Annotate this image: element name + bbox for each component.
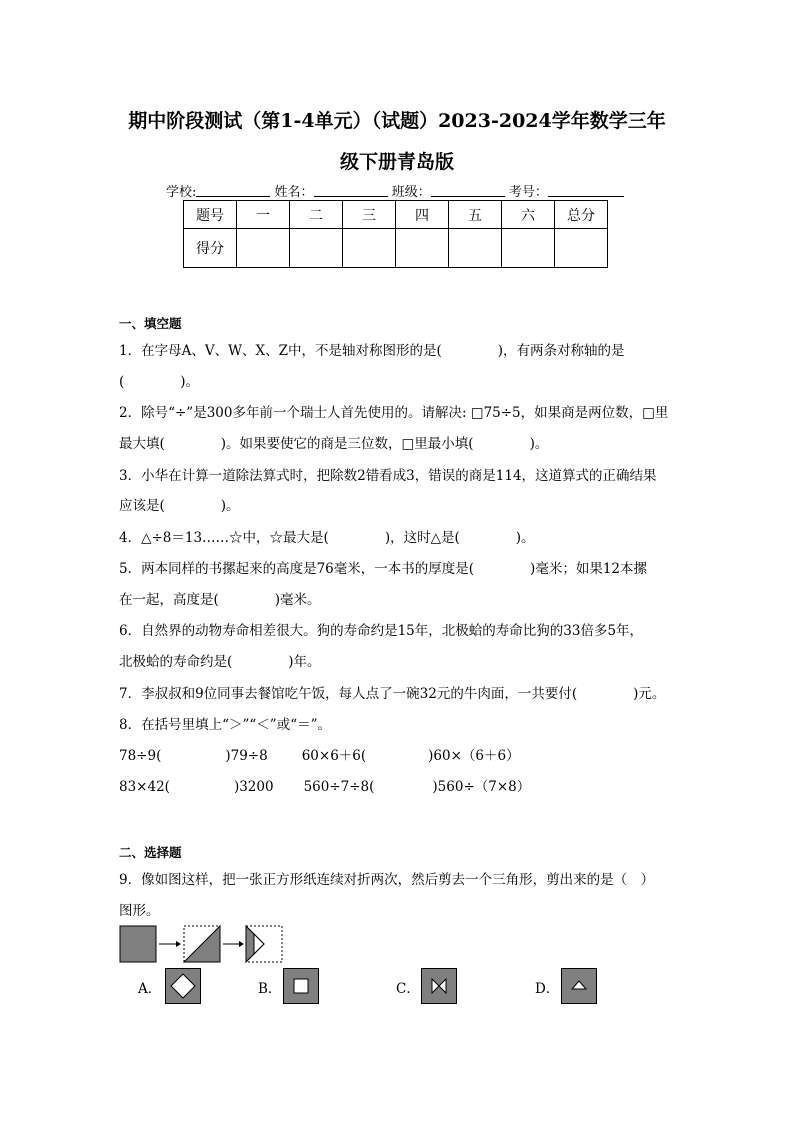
q3-text-3: )。 [220, 498, 240, 514]
q3-text-2: 应该是( [119, 498, 165, 514]
q4-text: 4．△÷8＝13……☆中，☆最大是( [119, 530, 329, 546]
expr-2: 60×6＋6( [301, 748, 367, 764]
q2-text-4: )。 [529, 436, 549, 452]
exam-no-label: 考号： [508, 185, 548, 200]
q1-text: 1．在字母A、V、W、X、Z中，不是轴对称图形的是( [119, 343, 442, 359]
option-c-figure[interactable] [421, 968, 457, 1004]
square-hole [294, 979, 308, 993]
option-a-figure[interactable] [165, 968, 201, 1004]
q2-text-3: )。如果要使它的商是三位数，□里最小填( [220, 436, 474, 452]
question-3: 3．小华在计算一道除法算式时，把除数2错看成3，错误的商是114，这道算式的正确结果 [119, 468, 657, 484]
q1-text-2: )，有两条对称轴的是 [497, 343, 625, 359]
header-cell: 六 [502, 201, 555, 229]
option-d-label[interactable]: D． [535, 981, 560, 997]
expr-4-b: )560÷（7×8） [432, 779, 531, 795]
expr-1: 78÷9( [119, 748, 162, 764]
question-8-row1 [119, 744, 520, 764]
question-1-cont [119, 370, 199, 390]
score-row-label: 得分 [184, 229, 237, 268]
student-info-line [166, 181, 624, 200]
q6-text-2: 北极蛤的寿命约是( [119, 654, 233, 670]
question-5 [119, 557, 647, 577]
question-9: 9．像如图这样，把一张正方形纸连续对折两次，然后剪去一个三角形，剪出来的是（ ） [119, 872, 655, 888]
header-cell: 五 [449, 201, 502, 229]
expr-3: 83×42( [119, 779, 170, 795]
q7-text-2: )元。 [633, 686, 666, 702]
expr-2-b: )60×（6＋6） [428, 748, 520, 764]
class-blank[interactable] [431, 184, 505, 197]
school-blank[interactable] [196, 184, 270, 197]
q6-text-3: )年。 [288, 654, 321, 670]
q1-text-4: )。 [180, 374, 200, 390]
expr-1-b: )79÷8 [225, 748, 268, 764]
header-cell: 一 [237, 201, 290, 229]
question-1 [119, 339, 625, 359]
cut-triangle [254, 934, 264, 954]
score-cell[interactable] [449, 229, 502, 268]
question-4 [119, 526, 535, 546]
option-d-figure[interactable] [561, 968, 597, 1004]
q5-text-4: )毫米。 [274, 592, 321, 608]
score-cell[interactable] [555, 229, 608, 268]
option-c-label[interactable]: C． [396, 981, 420, 997]
question-2-cont [119, 432, 548, 452]
option-b-label[interactable]: B． [258, 981, 282, 997]
folded-triangle [184, 926, 220, 962]
q4-text-3: )。 [515, 530, 535, 546]
option-b-figure[interactable] [283, 968, 319, 1004]
question-5-cont [119, 588, 321, 608]
header-cell: 二 [290, 201, 343, 229]
question-8-row2 [119, 775, 530, 795]
arrow-head-icon [176, 941, 181, 947]
q1-text-3: ( [119, 374, 125, 390]
q4-text-2: )，这时△是( [384, 530, 460, 546]
q5-text: 5．两本同样的书摞起来的高度是76毫米，一本书的厚度是( [119, 561, 475, 577]
question-9-cont: 图形。 [119, 903, 160, 919]
school-label: 学校: [166, 185, 197, 200]
expr-3-b: )3200 [233, 779, 274, 795]
section-heading-fill: 一、填空题 [119, 316, 182, 331]
header-cell: 三 [343, 201, 396, 229]
score-cell[interactable] [237, 229, 290, 268]
arrow-head-icon [239, 941, 244, 947]
square-paper [120, 926, 156, 962]
q5-text-3: 在一起，高度是( [119, 592, 219, 608]
question-2: 2．除号“÷”是300多年前一个瑞士人首先使用的。请解决: □75÷5，如果商是两位数，□里 [119, 405, 669, 421]
name-label: 姓名： [274, 185, 314, 200]
page-title-line2: 级下册青岛版 [339, 151, 454, 173]
header-cell: 题号 [184, 201, 237, 229]
question-8: 8．在括号里填上“＞”“＜”或“＝”。 [119, 717, 331, 733]
exam-no-blank[interactable] [548, 184, 624, 197]
question-6: 6．自然界的动物寿命相差很大。狗的寿命约是15年，北极蛤的寿命比狗的33倍多5年， [119, 623, 644, 639]
score-table-header-row [184, 201, 608, 229]
q7-text: 7．李叔叔和9位同事去餐馆吃午饭，每人点了一碗32元的牛肉面，一共要付( [119, 686, 578, 702]
score-table [183, 200, 608, 268]
score-cell[interactable] [502, 229, 555, 268]
page-title: 期中阶段测试（第1-4单元）（试题）2023-2024学年数学三年 [128, 110, 666, 132]
section-heading-choice: 二、选择题 [119, 845, 182, 860]
question-6-cont [119, 650, 321, 670]
score-cell[interactable] [396, 229, 449, 268]
score-table-score-row [184, 229, 608, 268]
header-cell: 四 [396, 201, 449, 229]
q2-text-2: 最大填( [119, 436, 165, 452]
option-a-label[interactable]: A． [138, 981, 162, 997]
folding-diagram [118, 924, 288, 964]
header-cell: 总分 [555, 201, 608, 229]
class-label: 班级： [391, 185, 431, 200]
score-cell[interactable] [343, 229, 396, 268]
score-cell[interactable] [290, 229, 343, 268]
q5-text-2: )毫米；如果12本摞 [530, 561, 647, 577]
question-7 [119, 682, 665, 702]
name-blank[interactable] [314, 184, 388, 197]
question-3-cont [119, 494, 240, 514]
expr-4: 560÷7÷8( [303, 779, 375, 795]
